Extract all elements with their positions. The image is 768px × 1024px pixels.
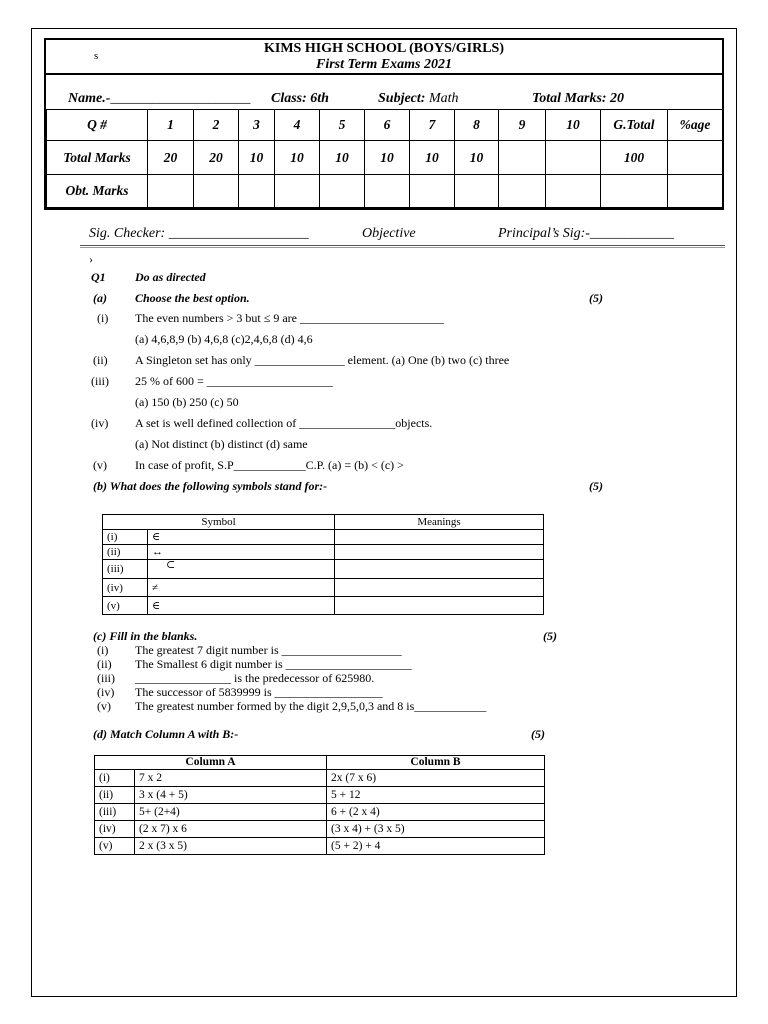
- cell: 2: [194, 110, 239, 141]
- blank-number: (i): [97, 643, 109, 657]
- cell: G.Total: [601, 110, 668, 141]
- principal-signature: Principal’s Sig:-____________: [498, 226, 674, 241]
- signature-rule: [80, 245, 725, 246]
- cell: [455, 175, 499, 208]
- blank-text: The greatest number formed by the digit 2,9,5,0,3 and 8 is____________: [135, 699, 487, 713]
- row-number: (iv): [95, 821, 135, 838]
- row-number: (ii): [95, 787, 135, 804]
- table-header-row: [103, 515, 544, 530]
- part-a-marks: (5): [589, 291, 603, 305]
- part-a-title: Choose the best option.: [135, 291, 250, 305]
- cell: [148, 175, 194, 208]
- part-b-marks: (5): [589, 479, 603, 493]
- school-name: KIMS HIGH SCHOOL (BOYS/GIRLS): [264, 41, 504, 56]
- mcq-question: A set is well defined collection of ________________objects.: [135, 416, 433, 430]
- mcq-number: (ii): [93, 353, 108, 367]
- mcq-number: (iii): [91, 374, 109, 388]
- name-field: Name.-____________________: [68, 91, 251, 106]
- row-number: (ii): [103, 545, 148, 560]
- row-number: (iii): [95, 804, 135, 821]
- cell: [499, 141, 546, 175]
- class-label: Class: 6th: [271, 91, 329, 106]
- total-marks-row: [47, 141, 723, 175]
- table-row: [103, 545, 544, 560]
- cell: [668, 175, 723, 208]
- part-d-title: (d) Match Column A with B:-: [93, 727, 239, 741]
- column-a-cell: 5+ (2+4): [135, 804, 327, 821]
- subject-field: Subject: Math: [378, 91, 459, 106]
- column-a-cell: (2 x 7) x 6: [135, 821, 327, 838]
- obtained-marks-row: [47, 175, 723, 208]
- cell: 100: [601, 141, 668, 175]
- table-row: [95, 838, 545, 855]
- cell: 6: [365, 110, 410, 141]
- table-row: [95, 821, 545, 838]
- meaning-cell: [335, 579, 544, 597]
- cell: 7: [410, 110, 455, 141]
- meaning-cell: [335, 597, 544, 615]
- column-a-cell: 2 x (3 x 5): [135, 838, 327, 855]
- mcq-number: (i): [97, 311, 109, 325]
- meaning-cell: [335, 530, 544, 545]
- part-b-title: (b) What does the following symbols stand for:-: [93, 479, 328, 493]
- marks-header-row: [47, 110, 723, 141]
- blank-text: ________________ is the predecessor of 625980.: [135, 671, 375, 685]
- cell: 8: [455, 110, 499, 141]
- symbol-header: Symbol: [103, 515, 335, 530]
- row-number: (v): [95, 838, 135, 855]
- exam-header: [44, 38, 724, 210]
- row-number: (iv): [103, 579, 148, 597]
- cell: 20: [148, 141, 194, 175]
- cell: [275, 175, 320, 208]
- cell: [410, 175, 455, 208]
- cell: 10: [275, 141, 320, 175]
- table-row: [103, 530, 544, 545]
- stray-mark: ›: [89, 252, 93, 266]
- cell: Obt. Marks: [47, 175, 148, 208]
- cell: [320, 175, 365, 208]
- header-divider: [46, 73, 722, 75]
- match-table: [94, 755, 545, 855]
- cell: [546, 141, 601, 175]
- cell: 10: [239, 141, 275, 175]
- blank-number: (iii): [97, 671, 115, 685]
- blank-text: The Smallest 6 digit number is _____________________: [135, 657, 412, 671]
- table-row: [103, 579, 544, 597]
- column-b-cell: 2x (7 x 6): [327, 770, 545, 787]
- cell: [601, 175, 668, 208]
- column-b-cell: (3 x 4) + (3 x 5): [327, 821, 545, 838]
- cell: [365, 175, 410, 208]
- mcq-options: (a) Not distinct (b) distinct (d) same: [135, 437, 308, 451]
- mcq-question: In case of profit, S.P____________C.P. (a) = (b) < (c) >: [135, 458, 404, 472]
- row-number: (iii): [103, 560, 148, 579]
- signature-rule-lower: [80, 247, 725, 248]
- question-number: Q1: [91, 270, 106, 284]
- corner-mark: s: [94, 50, 99, 62]
- blank-number: (v): [97, 699, 111, 713]
- blank-text: The successor of 5839999 is __________________: [135, 685, 383, 699]
- cell: 10: [455, 141, 499, 175]
- blank-number: (iv): [97, 685, 115, 699]
- blank-number: (ii): [97, 657, 112, 671]
- total-marks-label: Total Marks: 20: [532, 91, 625, 106]
- cell: 10: [320, 141, 365, 175]
- column-a-cell: 3 x (4 + 5): [135, 787, 327, 804]
- mcq-question: The even numbers > 3 but ≤ 9 are ________________________: [135, 311, 444, 325]
- marks-table: [46, 109, 723, 208]
- table-row: [103, 597, 544, 615]
- cell: 10: [410, 141, 455, 175]
- cell: 20: [194, 141, 239, 175]
- cell: [194, 175, 239, 208]
- mcq-number: (iv): [91, 416, 109, 430]
- cell: 4: [275, 110, 320, 141]
- symbol-cell: ↔: [148, 545, 335, 560]
- symbol-cell: ⊂: [148, 560, 335, 579]
- column-b-cell: (5 + 2) + 4: [327, 838, 545, 855]
- cell: [239, 175, 275, 208]
- cell: 5: [320, 110, 365, 141]
- cell: [546, 175, 601, 208]
- blank-text: The greatest 7 digit number is ____________________: [135, 643, 402, 657]
- row-number: (v): [103, 597, 148, 615]
- signature-line: [80, 226, 725, 244]
- table-row: [103, 560, 544, 579]
- table-row: [95, 804, 545, 821]
- checker-signature: Sig. Checker: ____________________: [89, 226, 309, 241]
- meaning-cell: [335, 545, 544, 560]
- mcq-number: (v): [93, 458, 107, 472]
- mcq-options: (a) 4,6,8,9 (b) 4,6,8 (c)2,4,6,8 (d) 4,6: [135, 332, 313, 346]
- cell: Total Marks: [47, 141, 148, 175]
- exam-title: First Term Exams 2021: [315, 57, 452, 72]
- cell: [499, 175, 546, 208]
- part-a-label: (a): [93, 291, 107, 305]
- question-title: Do as directed: [135, 270, 206, 284]
- mcq-question: 25 % of 600 = _____________________: [135, 374, 333, 388]
- symbol-cell: ∈: [148, 530, 335, 545]
- cell: %age: [668, 110, 723, 141]
- cell: 10: [546, 110, 601, 141]
- column-a-cell: 7 x 2: [135, 770, 327, 787]
- part-c-marks: (5): [543, 629, 557, 643]
- symbol-cell: ∈: [148, 597, 335, 615]
- column-b-cell: 5 + 12: [327, 787, 545, 804]
- row-number: (i): [103, 530, 148, 545]
- objective-label: Objective: [362, 226, 416, 241]
- cell: 1: [148, 110, 194, 141]
- symbol-cell: ≠: [148, 579, 335, 597]
- part-d-marks: (5): [531, 727, 545, 741]
- cell: Q #: [47, 110, 148, 141]
- cell: [668, 141, 723, 175]
- cell: 9: [499, 110, 546, 141]
- column-a-header: Column A: [95, 756, 327, 770]
- table-header-row: [95, 756, 545, 770]
- mcq-question: A Singleton set has only _______________ element. (a) One (b) two (c) three: [135, 353, 510, 367]
- meaning-cell: [335, 560, 544, 579]
- cell: 10: [365, 141, 410, 175]
- part-c-title: (c) Fill in the blanks.: [93, 629, 198, 643]
- meanings-header: Meanings: [335, 515, 544, 530]
- table-row: [95, 787, 545, 804]
- mcq-options: (a) 150 (b) 250 (c) 50: [135, 395, 239, 409]
- row-number: (i): [95, 770, 135, 787]
- symbols-table: [102, 514, 544, 615]
- table-row: [95, 770, 545, 787]
- cell: 3: [239, 110, 275, 141]
- column-b-cell: 6 + (2 x 4): [327, 804, 545, 821]
- column-b-header: Column B: [327, 756, 545, 770]
